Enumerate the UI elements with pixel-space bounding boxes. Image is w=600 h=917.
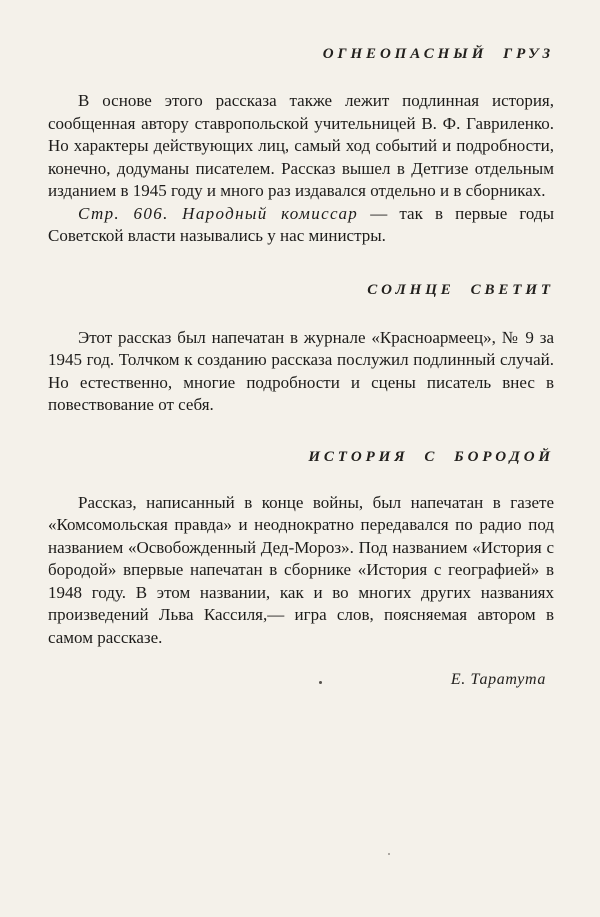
section-heading: СОЛНЦЕ СВЕТИТ (367, 281, 554, 298)
page-note (48, 203, 554, 248)
section-istoriya-s-borodoy (48, 449, 554, 650)
section-ogneopasny-gruz (48, 46, 554, 248)
section-paragraph: Этот рассказ был напечатан в журнале «Красноармеец», № 9 за 1945 год. Толчком к созданию рассказа послужил подлинный случай. Но естественно, многие подробности и сцены писатель внес в повествование от себя. (48, 327, 554, 414)
ink-speck (388, 853, 390, 855)
section-paragraph: В основе этого рассказа также лежит подлинная история, сообщенная автору ставропольской учительницей В. Ф. Гавриленко. Но характеры действующих лиц, самый ход событий и подробности, конечно, додуманы писателем. Рассказ вышел в Детгизе отдельным изданием в 1945 году и много раз издавался отдельно и в сборниках. (48, 91, 554, 200)
author-signature: Е. Таратута (450, 671, 546, 688)
section-heading: ИСТОРИЯ С БОРОДОЙ (308, 448, 554, 465)
section-paragraph: Рассказ, написанный в конце войны, был напечатан в газете «Комсомольская правда» и неоднократно передавался по радио под названием «Освобожденный Дед-Мороз». Под названием «История с бородой» впервые напечатан в сборнике «История с географией» в 1948 году. В этом названии, как и во многих других названиях произведений Льва Кассиля,— игра слов, поясняемая автором в самом рассказе. (48, 492, 554, 647)
page-note-rest: — так в первые годы Советской власти назывались у нас министры. (48, 203, 554, 245)
ink-speck (319, 681, 322, 684)
page-note-lead: Стр. 606. Народный комиссар (78, 203, 359, 223)
section-solnce-svetit (48, 282, 554, 417)
section-heading: ОГНЕОПАСНЫЙ ГРУЗ (322, 46, 554, 62)
